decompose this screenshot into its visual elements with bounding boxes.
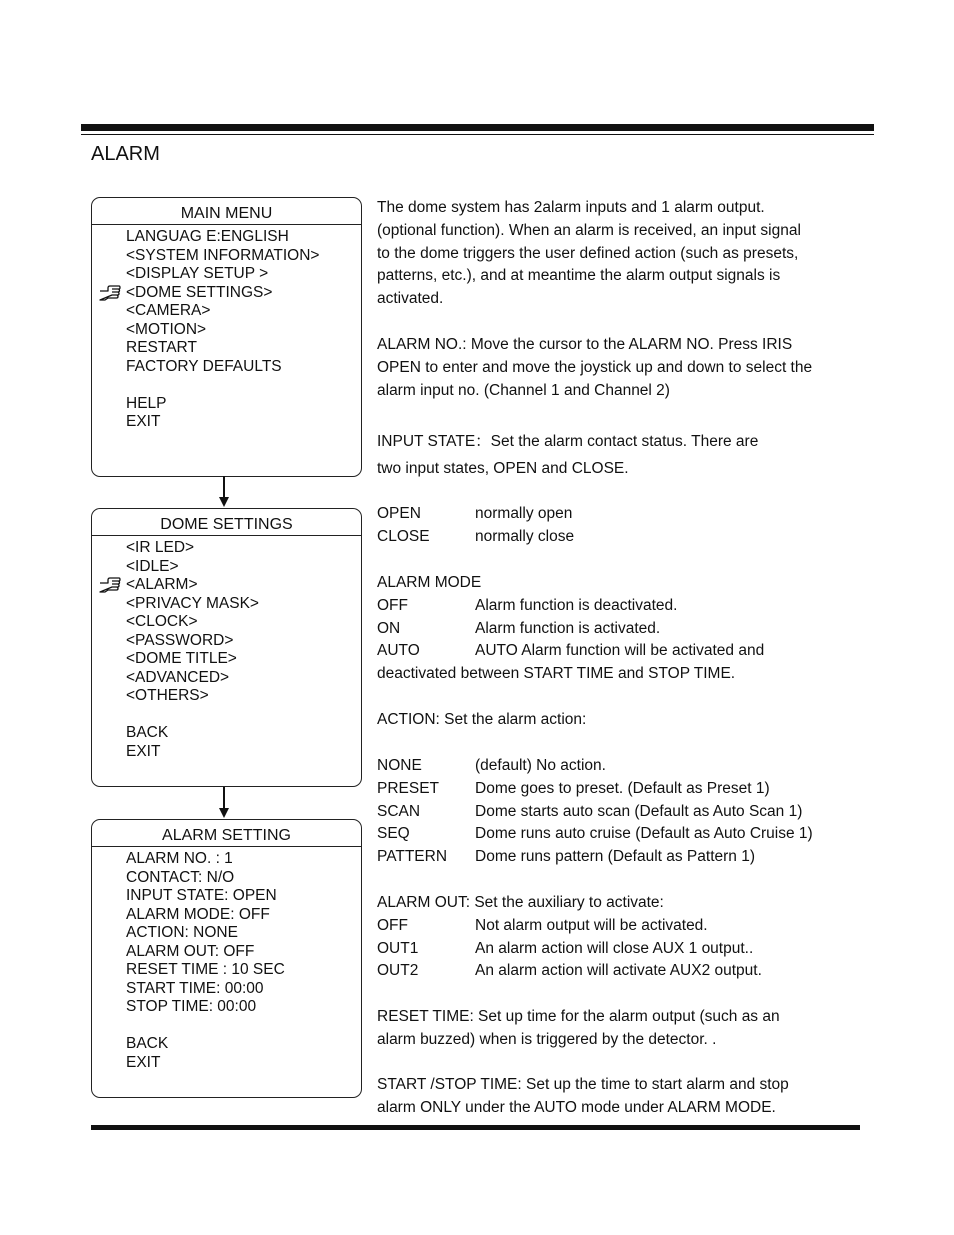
term: NONE xyxy=(377,757,422,774)
action-heading-block xyxy=(377,709,862,732)
pointing-hand-icon xyxy=(99,285,121,301)
menu-item-back[interactable]: BACK xyxy=(126,724,169,741)
menu-item-language[interactable]: LANGUAG E:ENGLISH xyxy=(126,228,289,245)
menu-item-privacy-mask[interactable]: <PRIVACY MASK> xyxy=(126,594,259,612)
menu-item-exit[interactable]: EXIT xyxy=(126,1053,161,1071)
alarm-setting-title: ALARM SETTING xyxy=(92,820,361,847)
alarm-setting-list xyxy=(92,847,361,1072)
text-line: START /STOP TIME: Set up the time to start alarm and stop xyxy=(377,1076,789,1093)
definition: Alarm function is activated. xyxy=(475,619,661,637)
main-menu-title: MAIN MENU xyxy=(92,198,361,225)
term: OFF xyxy=(377,596,408,614)
arrow-down-icon xyxy=(216,476,232,508)
pointing-hand-icon xyxy=(99,577,121,593)
menu-item-ir-led[interactable]: <IR LED> xyxy=(126,539,195,556)
definition-row xyxy=(377,640,862,663)
definition: Dome goes to preset. (Default as Preset 1) xyxy=(475,779,770,797)
menu-item-camera[interactable]: <CAMERA> xyxy=(126,302,211,319)
definition: (default) No action. xyxy=(475,757,606,774)
menu-item-others[interactable]: <OTHERS> xyxy=(126,687,209,704)
setting-contact[interactable]: CONTACT: N/O xyxy=(126,868,235,886)
definition-row xyxy=(377,526,862,549)
definition: AUTO Alarm function will be activated and xyxy=(475,642,765,660)
menu-item-password[interactable]: <PASSWORD> xyxy=(126,631,234,649)
setting-alarm-no[interactable]: ALARM NO. : 1 xyxy=(126,850,233,867)
menu-item-alarm[interactable] xyxy=(126,576,361,595)
menu-item-advanced[interactable]: <ADVANCED> xyxy=(126,668,230,686)
definition-row xyxy=(377,801,862,824)
definition: normally open xyxy=(475,505,573,522)
definition: An alarm action will activate AUX2 output. xyxy=(475,962,762,980)
definition-row xyxy=(377,846,862,869)
menu-spacer xyxy=(126,376,361,395)
setting-reset-time[interactable]: RESET TIME : 10 SEC xyxy=(126,961,285,978)
text-line: two input states, OPEN and CLOSE. xyxy=(377,460,629,477)
menu-spacer xyxy=(126,706,361,725)
setting-stop-time[interactable]: STOP TIME: 00:00 xyxy=(126,998,257,1015)
term: PATTERN xyxy=(377,848,448,866)
menu-item-motion[interactable]: <MOTION> xyxy=(126,320,207,338)
section-title: ALARM xyxy=(91,143,160,165)
main-menu-panel xyxy=(91,197,362,477)
setting-start-time[interactable]: START TIME: 00:00 xyxy=(126,979,264,997)
header-rule-thin xyxy=(81,134,874,135)
text-line: ALARM NO.: Move the cursor to the ALARM NO. Press IRIS xyxy=(377,336,793,353)
definition: Dome runs auto cruise (Default as Auto Cruise 1) xyxy=(475,825,813,843)
definition: Dome runs pattern (Default as Pattern 1) xyxy=(475,848,755,866)
definition-row xyxy=(377,618,862,641)
alarm-mode-section xyxy=(377,572,862,686)
setting-alarm-mode[interactable]: ALARM MODE: OFF xyxy=(126,905,270,923)
definition: Dome starts auto scan (Default as Auto Scan 1) xyxy=(475,802,803,820)
footer-rule xyxy=(91,1125,860,1130)
text-line: (optional function). When an alarm is received, an input signal xyxy=(377,221,801,239)
term: SEQ xyxy=(377,825,410,843)
text-line: OPEN to enter and move the joystick up and down to select the xyxy=(377,358,813,376)
setting-action[interactable]: ACTION: NONE xyxy=(126,924,238,941)
text-line: INPUT STATE：Set the alarm contact status. There are xyxy=(377,433,759,450)
text-line: The dome system has 2alarm inputs and 1 alarm output. xyxy=(377,199,765,216)
dome-settings-list xyxy=(92,536,361,761)
text-line: patterns, etc.), and at meantime the alarm output signals is xyxy=(377,267,781,285)
menu-item-factory-defaults[interactable]: FACTORY DEFAULTS xyxy=(126,357,282,375)
section-heading: ACTION: Set the alarm action: xyxy=(377,711,587,728)
menu-item-restart[interactable]: RESTART xyxy=(126,339,197,356)
term: PRESET xyxy=(377,779,440,797)
term: ON xyxy=(377,619,401,637)
text-line: alarm ONLY under the AUTO mode under ALARM MODE. xyxy=(377,1098,776,1116)
definition-row xyxy=(377,938,862,961)
alarm-setting-panel xyxy=(91,819,362,1098)
definition: Alarm function is deactivated. xyxy=(475,596,678,614)
reset-time-paragraph xyxy=(377,1006,862,1052)
setting-alarm-out[interactable]: ALARM OUT: OFF xyxy=(126,942,255,960)
definition-row xyxy=(377,778,862,801)
menu-item-display-setup[interactable]: <DISPLAY SETUP > xyxy=(126,265,269,282)
input-states-list xyxy=(377,503,862,549)
setting-input-state[interactable]: INPUT STATE: OPEN xyxy=(126,887,277,904)
term: AUTO xyxy=(377,642,420,660)
term: OFF xyxy=(377,916,408,934)
definition-row xyxy=(377,503,862,526)
definition-row xyxy=(377,823,862,846)
input-state-paragraph xyxy=(377,431,862,454)
term: OUT2 xyxy=(377,962,419,980)
text-line: activated. xyxy=(377,290,444,308)
section-heading: ALARM OUT: Set the auxiliary to activate: xyxy=(377,894,664,911)
text-line: alarm buzzed) when is triggered by the detector. . xyxy=(377,1030,717,1048)
text-line: deactivated between START TIME and STOP TIME. xyxy=(377,665,736,683)
dome-settings-panel xyxy=(91,508,362,787)
text-line: to the dome triggers the user defined action (such as presets, xyxy=(377,244,799,262)
alarm-no-paragraph xyxy=(377,334,862,402)
definition: An alarm action will close AUX 1 output.. xyxy=(475,939,754,957)
menu-item-exit[interactable]: EXIT xyxy=(126,413,161,430)
menu-item-back[interactable]: BACK xyxy=(126,1035,169,1052)
menu-item-dome-settings[interactable] xyxy=(126,284,361,303)
definition-row xyxy=(377,960,862,983)
arrow-down-icon xyxy=(216,787,232,819)
actions-list xyxy=(377,755,862,869)
text-line: alarm input no. (Channel 1 and Channel 2) xyxy=(377,381,670,399)
start-stop-paragraph xyxy=(377,1074,862,1120)
definition: normally close xyxy=(475,527,575,545)
menu-item-label: <ALARM> xyxy=(126,576,198,593)
menu-item-idle[interactable]: <IDLE> xyxy=(126,557,179,575)
intro-paragraph xyxy=(377,197,862,311)
menu-item-dome-title[interactable]: <DOME TITLE> xyxy=(126,650,237,667)
definition-row xyxy=(377,915,862,938)
definition-row xyxy=(377,595,862,618)
section-heading: ALARM MODE xyxy=(377,574,482,591)
term: OPEN xyxy=(377,505,421,522)
menu-item-clock[interactable]: <CLOCK> xyxy=(126,613,198,630)
menu-item-label: <DOME SETTINGS> xyxy=(126,283,273,301)
menu-spacer xyxy=(126,1017,361,1036)
menu-item-help[interactable]: HELP xyxy=(126,394,167,412)
menu-item-exit[interactable]: EXIT xyxy=(126,742,161,760)
definition: Not alarm output will be activated. xyxy=(475,916,708,934)
main-menu-list xyxy=(92,225,361,432)
definition-row xyxy=(377,755,862,778)
input-state-paragraph-cont xyxy=(377,458,862,481)
term: SCAN xyxy=(377,802,421,820)
header-rule-thick xyxy=(81,124,874,131)
term: CLOSE xyxy=(377,527,430,545)
dome-settings-title: DOME SETTINGS xyxy=(92,509,361,536)
menu-item-system-information[interactable]: <SYSTEM INFORMATION> xyxy=(126,246,320,264)
term: OUT1 xyxy=(377,939,419,957)
text-line: RESET TIME: Set up time for the alarm output (such as an xyxy=(377,1008,780,1025)
alarm-out-section xyxy=(377,892,862,983)
